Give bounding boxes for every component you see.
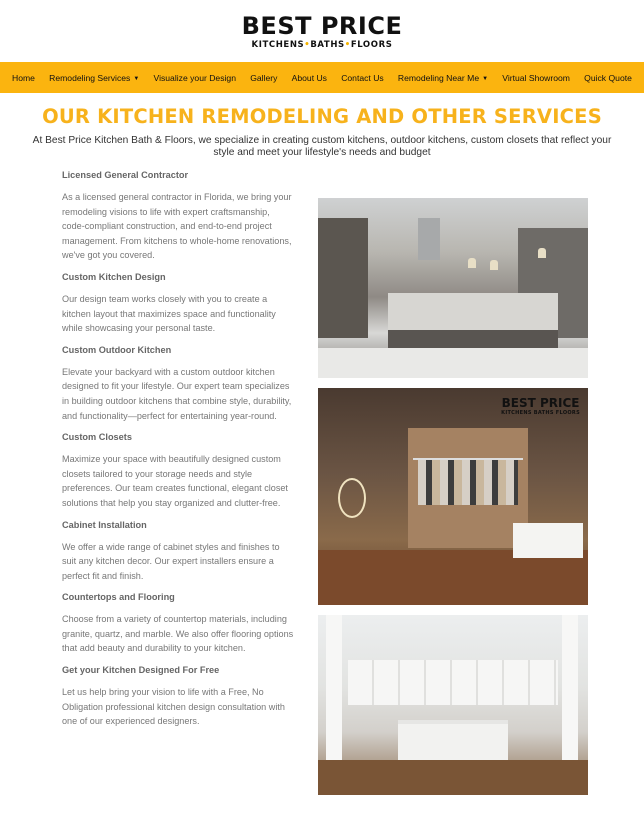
service-section bbox=[62, 272, 294, 336]
service-text: We offer a wide range of cabinet styles and finishes to suit any kitchen decor. Our expert installers ensure a perfect fit and finish. bbox=[62, 541, 280, 581]
logo-sub-baths: BATHS bbox=[310, 39, 345, 50]
logo-main-text: BEST PRICE bbox=[241, 11, 403, 40]
service-heading: Custom Kitchen Design bbox=[62, 271, 166, 282]
white-kitchen-photo bbox=[318, 615, 588, 795]
service-text: Elevate your backyard with a custom outdoor kitchen designed to fit your lifestyle. Our expert team specializes in building outdoor kitchens that combine style, durability, and functionality—perfect for entertaining year-round. bbox=[62, 366, 292, 421]
photo-cabinets bbox=[348, 660, 558, 705]
pendant-lamp bbox=[468, 258, 476, 268]
pendant-lamp bbox=[538, 248, 546, 258]
service-section bbox=[62, 432, 294, 510]
nav-gallery-label: Gallery bbox=[250, 72, 278, 83]
service-section bbox=[62, 592, 294, 656]
services-list bbox=[0, 170, 318, 805]
nav-about-us-label: About Us bbox=[291, 72, 327, 83]
nav-contact-us[interactable] bbox=[341, 73, 384, 83]
service-section bbox=[62, 665, 294, 729]
nav-visualize-design-label: Visualize your Design bbox=[153, 72, 236, 83]
service-heading: Countertops and Flooring bbox=[62, 592, 175, 603]
service-heading: Custom Closets bbox=[62, 432, 132, 443]
logo-sub-text bbox=[242, 40, 403, 50]
nav-virtual-showroom-label: Virtual Showroom bbox=[502, 72, 570, 83]
photo-column bbox=[318, 170, 588, 805]
photo-closet-island bbox=[513, 523, 583, 558]
nav-about-us[interactable] bbox=[292, 73, 327, 83]
service-text: Choose from a variety of countertop materials, including granite, quartz, and marble. We also offer flooring options that add beauty and durability to your kitchen. bbox=[62, 614, 294, 654]
service-heading: Cabinet Installation bbox=[62, 519, 147, 530]
service-text: Our design team works closely with you to create a kitchen layout that maximizes space and functionality while showcasing your personal taste. bbox=[62, 293, 276, 334]
photo-cabinet bbox=[318, 218, 368, 338]
service-text: As a licensed general contractor in Florida, we bring your remodeling visions to life with expert craftsmanship, code-compliant construction, and end-to-end project management. From kitchens to whole-home renovations, we've got you covered. bbox=[62, 192, 292, 261]
nav-contact-us-label: Contact Us bbox=[341, 72, 384, 83]
service-section bbox=[62, 520, 294, 584]
nav-quick-quote-label: Quick Quote bbox=[584, 72, 632, 83]
page-title: OUR KITCHEN REMODELING AND OTHER SERVICES bbox=[42, 105, 602, 128]
photo-island bbox=[398, 720, 508, 760]
photo-mirror bbox=[338, 478, 366, 518]
caret-down-icon: ▼ bbox=[133, 75, 140, 82]
logo-dot-2: • bbox=[344, 39, 351, 50]
service-section bbox=[62, 345, 294, 423]
logo-dot-1: • bbox=[304, 39, 311, 50]
services-content bbox=[0, 170, 644, 805]
nav-remodeling-services[interactable] bbox=[49, 73, 139, 83]
nav-visualize-design[interactable] bbox=[154, 73, 236, 83]
nav-remodeling-services-label: Remodeling Services bbox=[49, 72, 131, 83]
photo-logo-main: BEST PRICE bbox=[501, 396, 580, 410]
service-section bbox=[62, 170, 294, 263]
photo-logo-watermark bbox=[501, 396, 580, 416]
photo-column-right bbox=[562, 615, 578, 765]
photo-logo-sub: KITCHENS BATHS FLOORS bbox=[501, 410, 580, 416]
photo-floor bbox=[318, 348, 588, 378]
site-header bbox=[0, 0, 644, 62]
nav-remodeling-near-me-label: Remodeling Near Me bbox=[397, 72, 480, 83]
nav-remodeling-near-me[interactable] bbox=[398, 73, 488, 83]
service-heading: Get your Kitchen Designed For Free bbox=[62, 665, 220, 676]
nav-home[interactable] bbox=[12, 73, 35, 83]
logo-sub-kitchens: KITCHENS bbox=[251, 39, 305, 50]
main-nav bbox=[0, 62, 644, 93]
nav-home-label: Home bbox=[12, 72, 35, 83]
photo-floor bbox=[318, 760, 588, 795]
intro-text: At Best Price Kitchen Bath & Floors, we specialize in creating custom kitchens, outdoor kitchens, custom closets that reflect your style and meet your lifestyle's needs and budget bbox=[32, 135, 612, 158]
photo-range-hood bbox=[418, 218, 440, 260]
logo-sub-floors: FLOORS bbox=[350, 39, 393, 50]
nav-gallery[interactable] bbox=[250, 73, 277, 83]
photo-clothes bbox=[418, 460, 518, 505]
photo-floor bbox=[318, 550, 588, 605]
pendant-lamp bbox=[490, 260, 498, 270]
closet-photo bbox=[318, 388, 588, 605]
nav-quick-quote[interactable] bbox=[584, 73, 632, 83]
site-logo[interactable] bbox=[242, 13, 403, 50]
kitchen-photo bbox=[318, 198, 588, 378]
service-text: Maximize your space with beautifully designed custom closets tailored to your storage needs and style preferences. Our team creates functional, elegant closet solutions that help you stay organized and clutter-free. bbox=[62, 454, 288, 508]
service-text: Let us help bring your vision to life with a Free, No Obligation professional kitchen design consultation with one of our experienced designers. bbox=[62, 687, 285, 727]
nav-virtual-showroom[interactable] bbox=[502, 73, 570, 83]
service-heading: Licensed General Contractor bbox=[62, 170, 189, 180]
photo-column-left bbox=[326, 615, 342, 765]
photo-island bbox=[388, 293, 558, 348]
caret-down-icon: ▼ bbox=[482, 75, 489, 82]
service-heading: Custom Outdoor Kitchen bbox=[62, 344, 172, 355]
